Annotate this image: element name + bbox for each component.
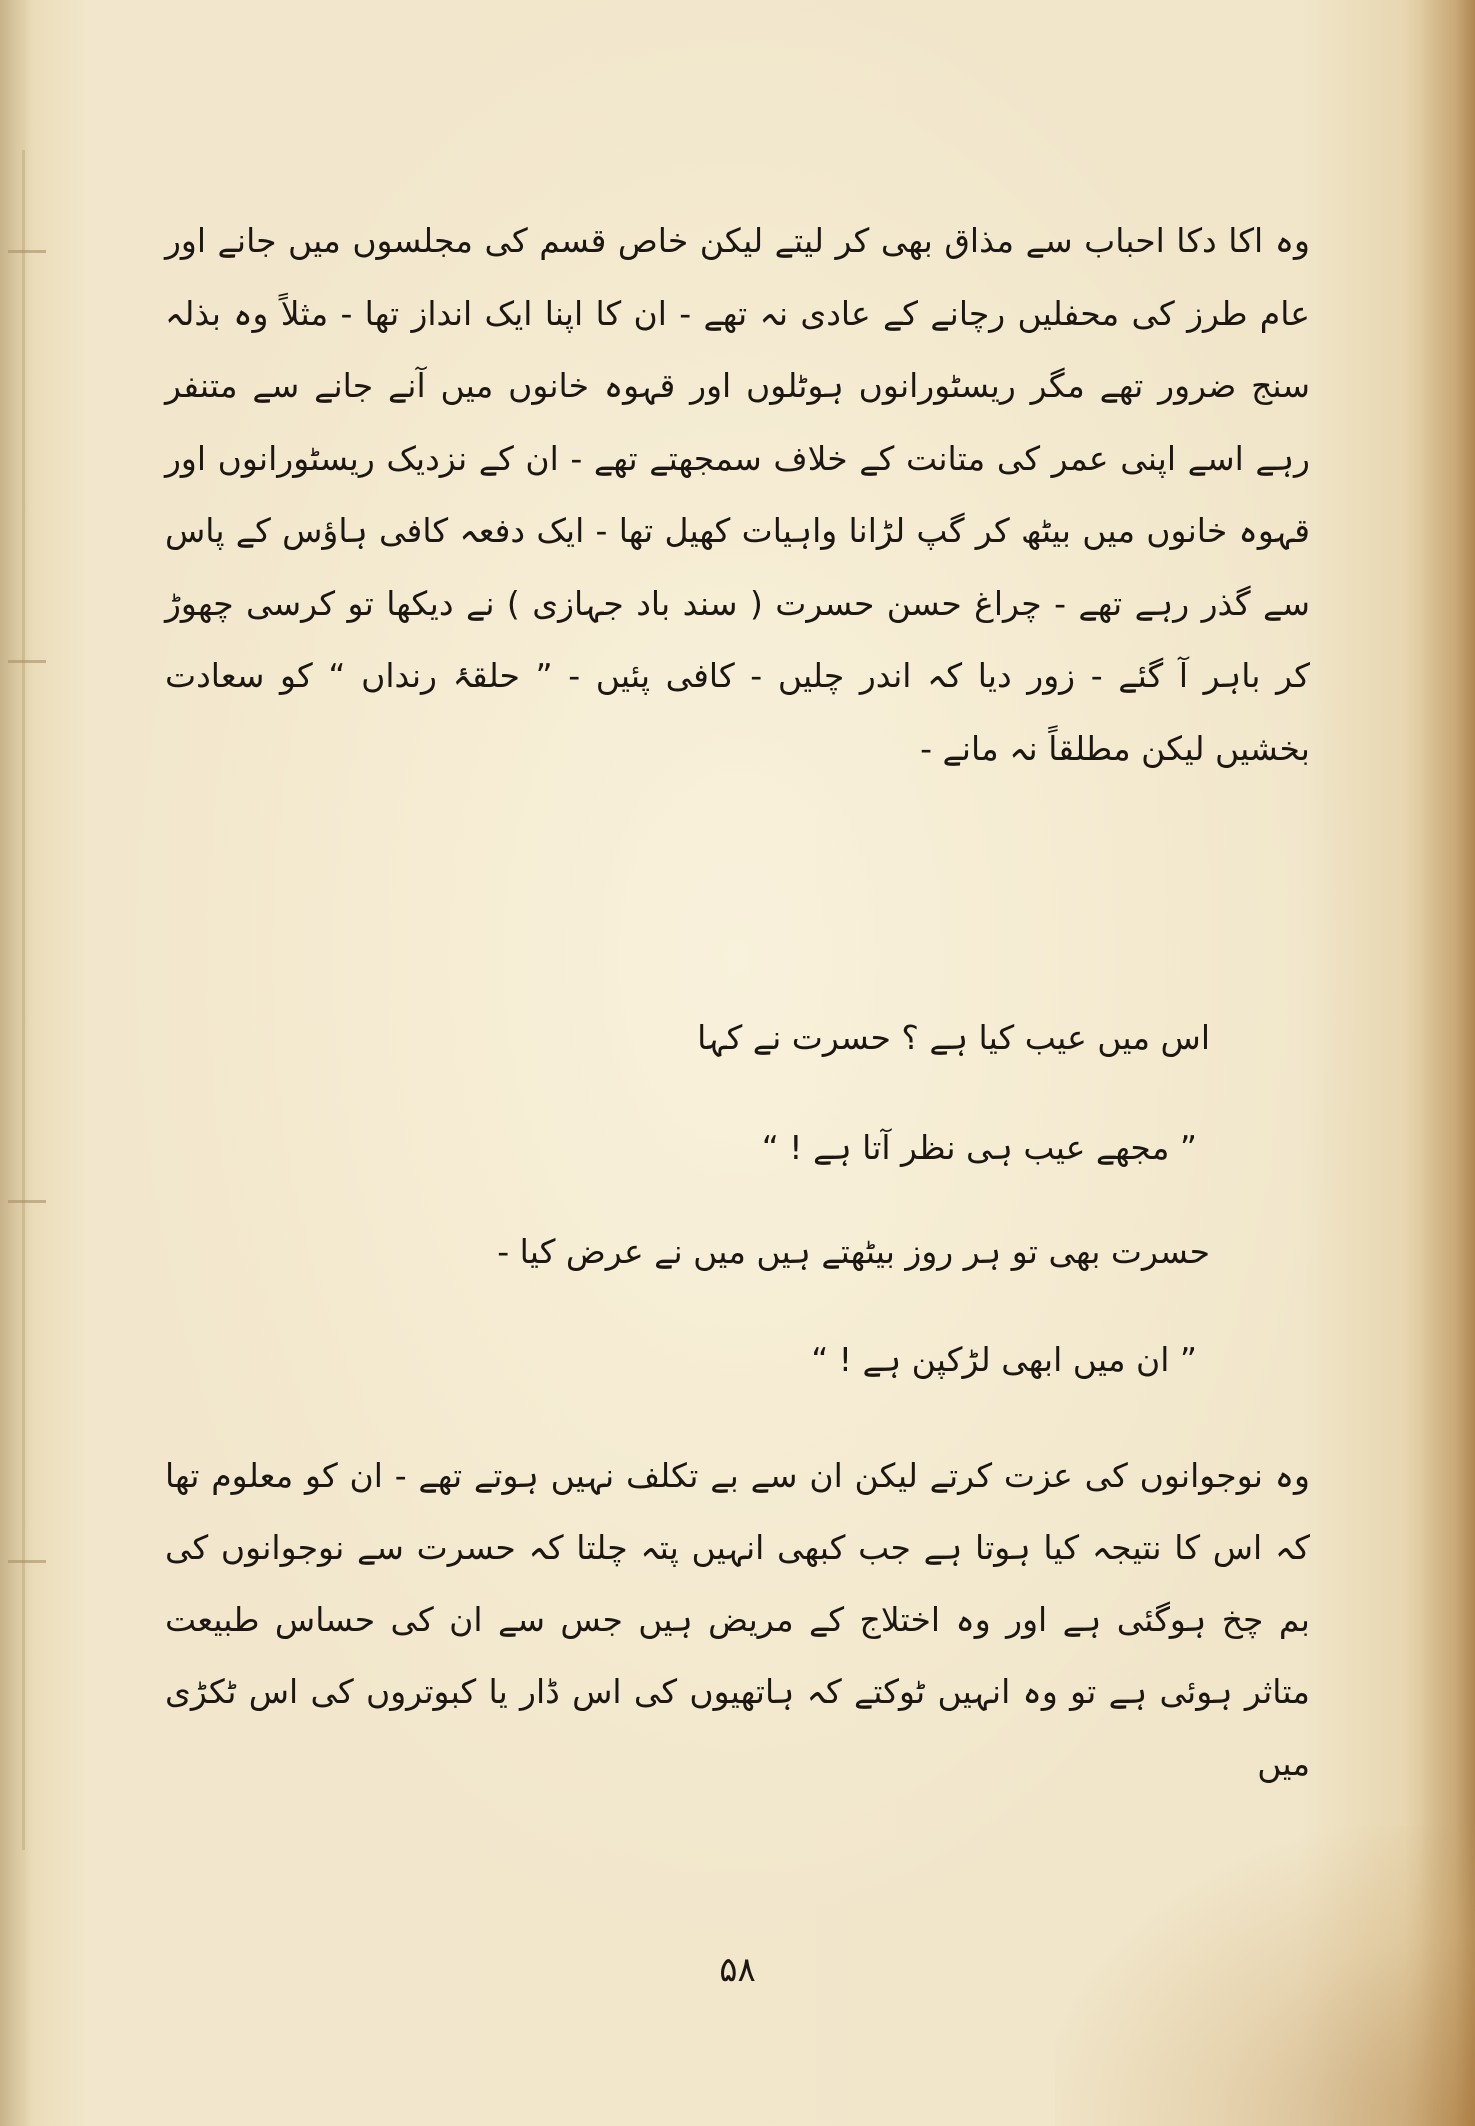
binding-stitch — [8, 660, 46, 663]
dialogue-line-3: حسرت بھی تو ہر روز بیٹھتے ہیں میں نے عرض کیا - — [497, 1232, 1210, 1271]
page-number: ۵۸ — [719, 1950, 756, 1990]
paragraph-1: وہ اکا دکا احباب سے مذاق بھی کر لیتے لیکن خاص قسم کی مجلسوں میں جانے اور عام طرز کی محفلیں رچانے کے عادی نہ تھے - ان کا اپنا ایک انداز تھا - مثلاً وہ بذلہ سنج ضرور تھے مگر ریسٹورانوں ہوٹلوں اور قہوہ خانوں میں آنے جانے سے متنفر رہے اسے اپنی عمر کی متانت کے خلاف سمجھتے تھے - ان کے نزدیک ریسٹورانوں اور قہوہ خانوں میں بیٹھ کر گپ لڑانا واہیات کھیل تھا - ایک دفعہ کافی ہاؤس کے پاس سے گذر رہے تھے - چراغ حسن حسرت ( سند باد جہازی ) نے دیکھا تو کرسی چھوڑ کر باہر آ گئے - زور دیا کہ اندر چلیں - کافی پئیں - ” حلقۂ رنداں “ کو سعادت بخشیں لیکن مطلقاً نہ مانے - — [165, 221, 1310, 768]
paragraph-2: وہ نوجوانوں کی عزت کرتے لیکن ان سے بے تکلف نہیں ہوتے تھے - ان کو معلوم تھا کہ اس کا نتیجہ کیا ہوتا ہے جب کبھی انہیں پتہ چلتا کہ حسرت سے نوجوانوں کی بم چخ ہوگئی ہے اور وہ اختلاج کے مریض ہیں جس سے ان کی حساس طبیعت متاثر ہوئی ہے تو وہ انہیں ٹوکتے کہ ہاتھیوں کی اس ڈار یا کبوتروں کی اس ٹکڑی میں — [165, 1456, 1310, 1783]
dialogue-line-2: ” مجھے عیب ہی نظر آتا ہے ! “ — [761, 1128, 1197, 1167]
page-edge-shading — [1405, 0, 1475, 2126]
dialogue-line-1: اس میں عیب کیا ہے ؟ حسرت نے کہا — [697, 1018, 1210, 1057]
page-gutter — [0, 0, 32, 2126]
spine-crease — [22, 150, 25, 1850]
binding-stitch — [8, 250, 46, 253]
binding-stitch — [8, 1560, 46, 1563]
dialogue-line-4: ” ان میں ابھی لڑکپن ہے ! “ — [811, 1340, 1197, 1379]
binding-stitch — [8, 1200, 46, 1203]
